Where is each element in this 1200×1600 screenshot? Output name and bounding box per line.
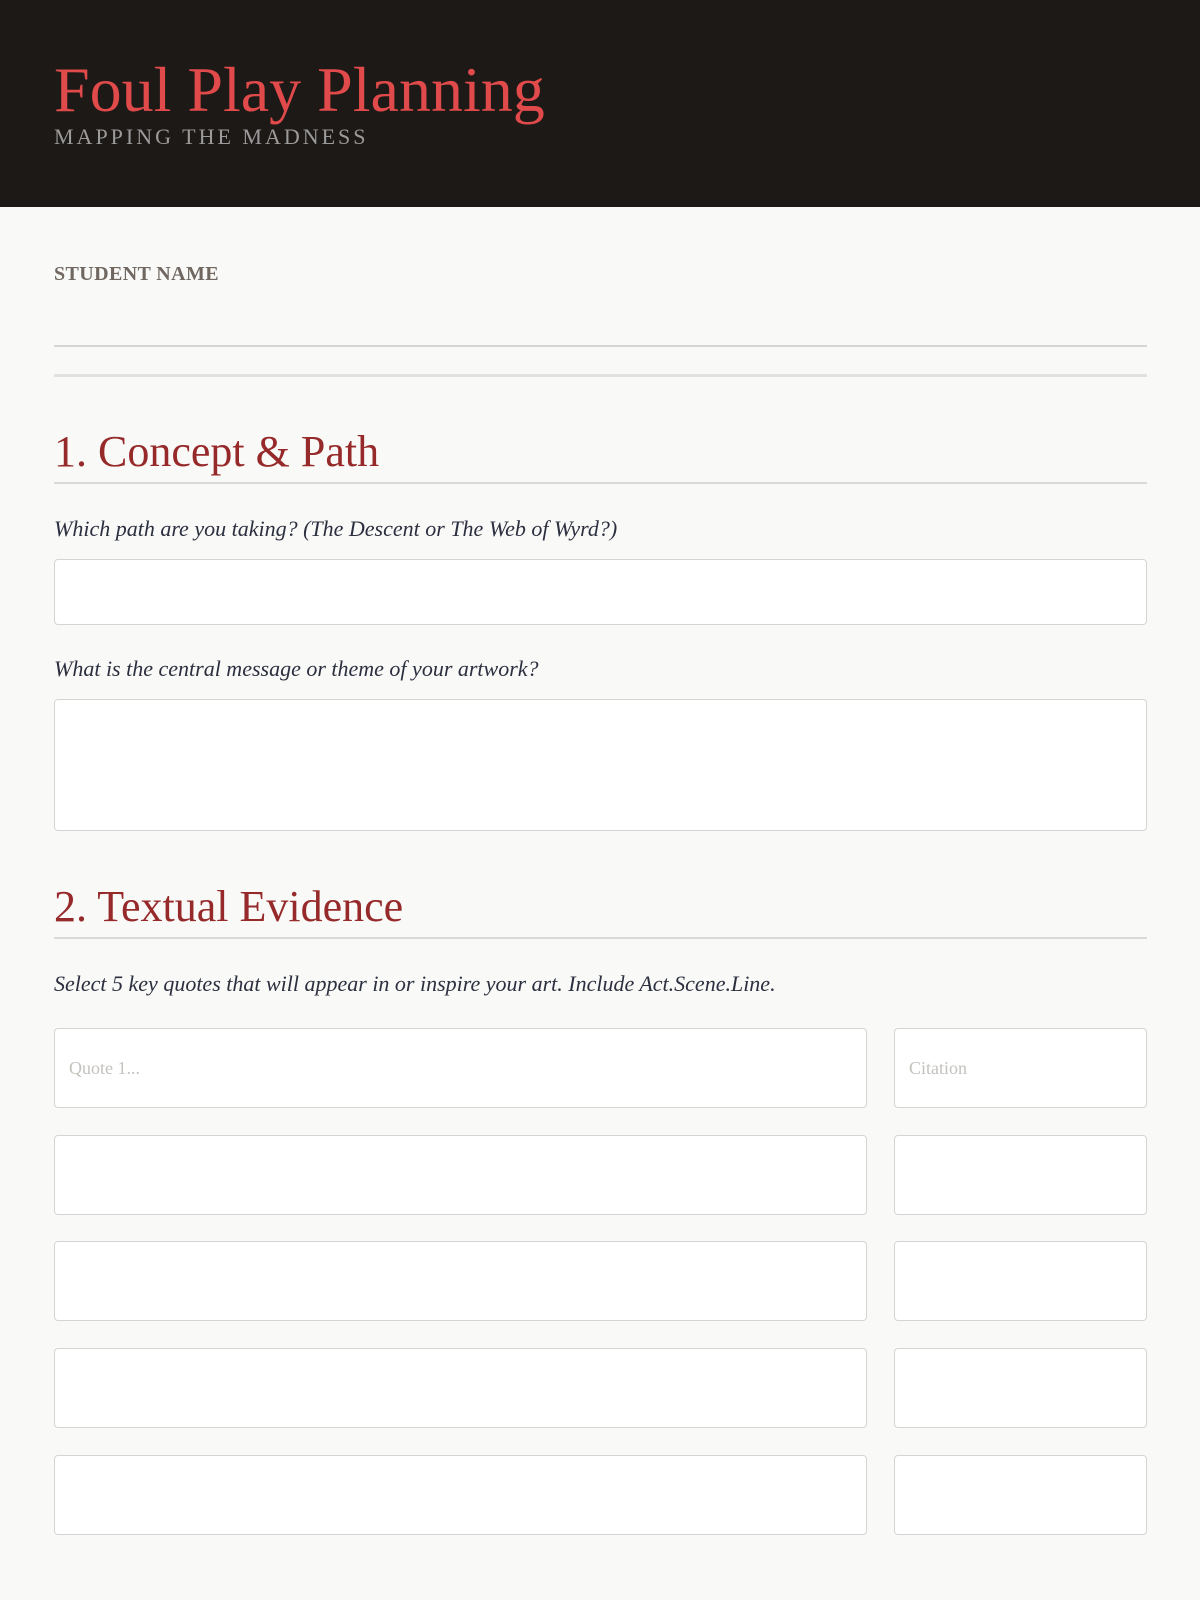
quote-input-2[interactable] <box>54 1135 867 1215</box>
quote-input-5[interactable] <box>54 1455 867 1535</box>
section-title-textual-evidence: 2. Textual Evidence <box>54 881 1147 939</box>
section-divider <box>54 374 1147 377</box>
question-theme: What is the central message or theme of your artwork? <box>54 656 539 681</box>
student-name-label: STUDENT NAME <box>54 263 220 285</box>
quote-input-4[interactable] <box>54 1348 867 1428</box>
question-path: Which path are you taking? (The Descent or The Web of Wyrd?) <box>54 516 618 541</box>
quote-input-3[interactable] <box>54 1241 867 1321</box>
app-subtitle: MAPPING THE MADNESS <box>54 124 369 149</box>
page-header <box>0 0 1200 207</box>
citation-input-1[interactable] <box>894 1028 1147 1108</box>
worksheet-form <box>54 207 1147 1600</box>
citation-input-4[interactable] <box>894 1348 1147 1428</box>
quote-input-1[interactable] <box>54 1028 867 1108</box>
citation-input-2[interactable] <box>894 1135 1147 1215</box>
quotes-instruction: Select 5 key quotes that will appear in or inspire your art. Include Act.Scene.Line. <box>54 971 776 996</box>
theme-textarea[interactable] <box>54 699 1147 831</box>
app-title: Foul Play Planning <box>54 54 545 125</box>
citation-input-5[interactable] <box>894 1455 1147 1535</box>
path-input[interactable] <box>54 559 1147 625</box>
citation-input-3[interactable] <box>894 1241 1147 1321</box>
student-name-input[interactable] <box>54 311 1147 347</box>
section-title-concept-path: 1. Concept & Path <box>54 426 1147 484</box>
